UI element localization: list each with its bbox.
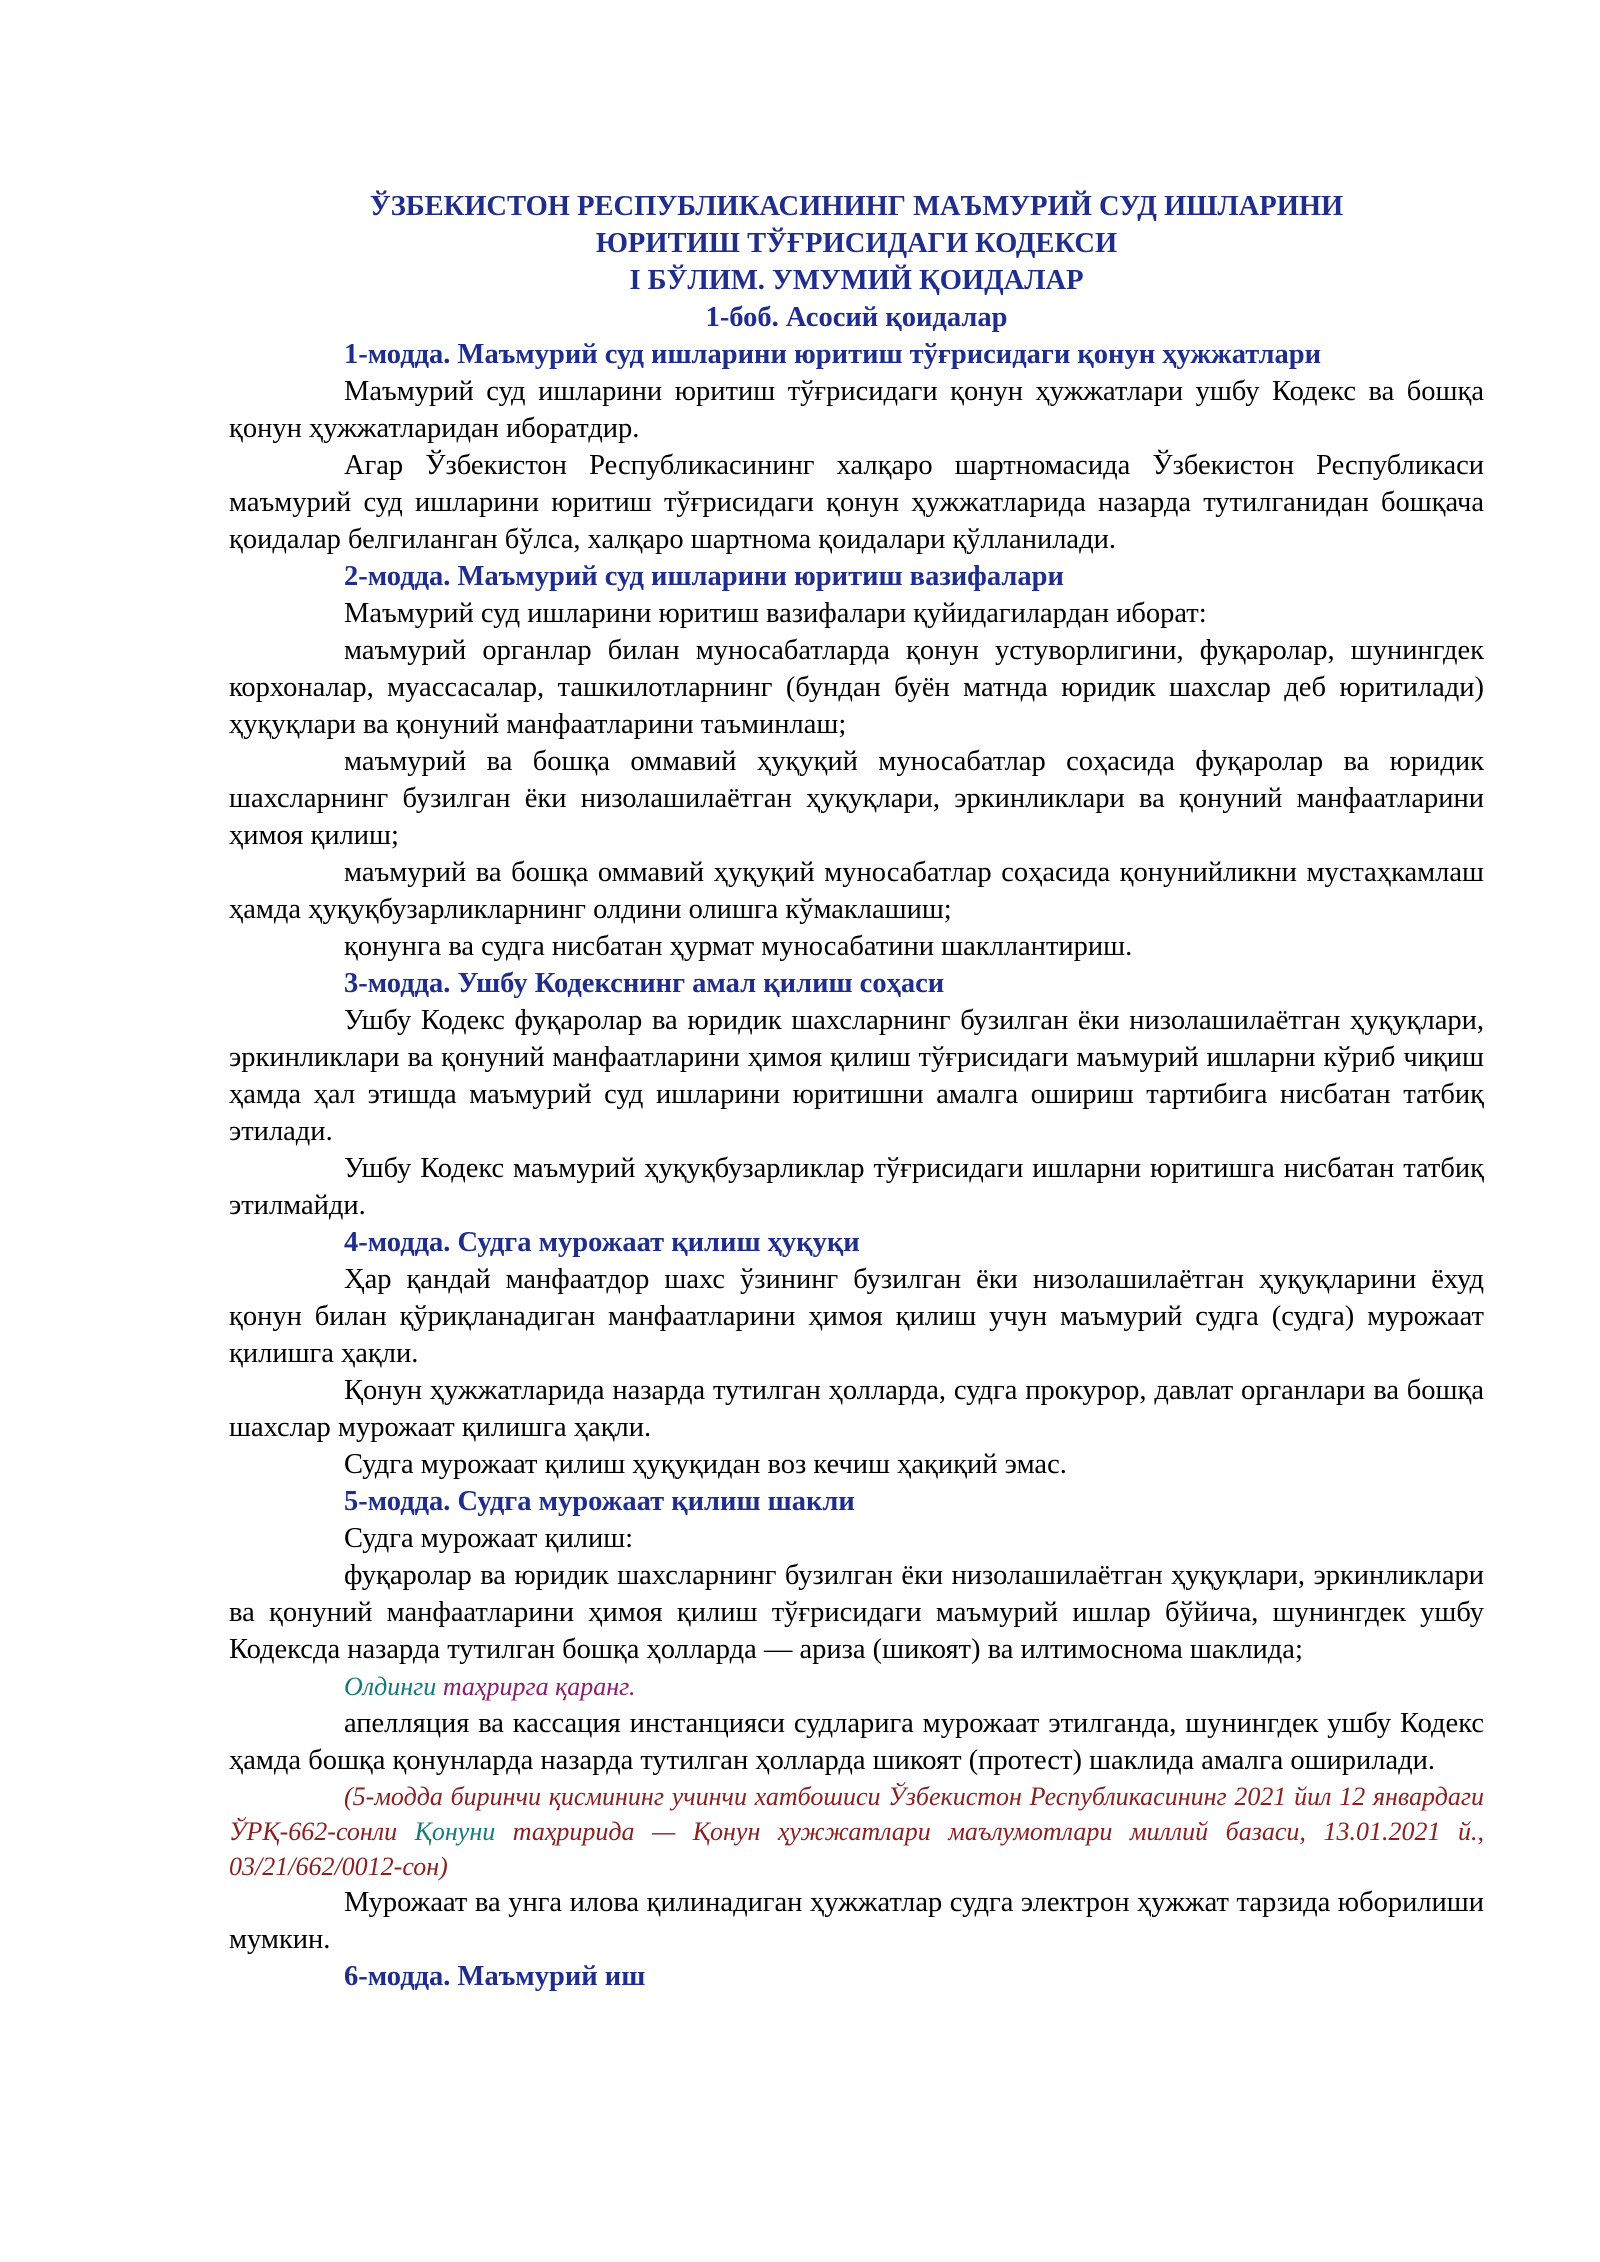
chapter-heading: 1-боб. Асосий қоидалар [705, 302, 1008, 333]
article-1-paragraph-1: Маъмурий суд ишларини юритиш тўғрисидаги қонун ҳужжатлари ушбу Кодекс ва бошқа қонун ҳужжатларидан иборатдир. [229, 376, 1484, 444]
article-3-paragraph-2: Ушбу Кодекс маъмурий ҳуқуқбузарликлар тўғрисидаги ишларни юритишга нисбатан татбиқ этилмайди. [229, 1153, 1484, 1221]
article-4-paragraph-3: Судга мурожаат қилиш ҳуқуқидан воз кечиш ҳақиқий эмас. [344, 1449, 1067, 1480]
article-3-heading: 3-модда. Ушбу Кодекснинг амал қилиш соҳаси [344, 968, 945, 999]
article-2-paragraph-1: Маъмурий суд ишларини юритиш вазифалари қуйидагилардан иборат: [344, 598, 1207, 629]
document-title-line-1: ЎЗБЕКИСТОН РЕСПУБЛИКАСИНИНГ МАЪМУРИЙ СУД ИШЛАРИНИ [369, 191, 1344, 222]
section-heading: I БЎЛИМ. УМУМИЙ ҚОИДАЛАР [629, 265, 1084, 296]
see-edition-link[interactable]: таҳрирга қаранг. [442, 1672, 636, 1701]
article-1-paragraph-2: Агар Ўзбекистон Республикасининг халқаро шартномасида Ўзбекистон Республикаси маъмурий суд ишларини юритиш тўғрисидаги қонун ҳужжатларида назарда тутилганидан бошқача қоидалар белгиланган бўлса, халқаро шартнома қоидалари қўлланилади. [229, 450, 1484, 555]
article-5-paragraph-2: фуқаролар ва юридик шахсларнинг бузилган ёки низолашилаётган ҳуқуқлари, эркинликлари ва қонуний манфаатларини ҳимоя қилиш тўғрисидаги маъмурий ишлар бўйича, шунингдек ушбу Кодексда назарда тутилган бошқа ҳолларда — ариза (шикоят) ва илтимоснома шаклида; [229, 1560, 1484, 1665]
article-5-paragraph-3: апелляция ва кассация инстанцияси судларига мурожаат этилганда, шунингдек ушбу Кодекс ҳамда бошқа қонунларда назарда тутилган ҳолларда шикоят (протест) шаклида амалга оширилади. [229, 1708, 1484, 1776]
article-5-paragraph-4: Мурожаат ва унга илова қилинадиган ҳужжатлар судга электрон ҳужжат тарзида юборилиши мумкин. [229, 1887, 1484, 1955]
amendment-text-before: (5-модда биринчи қисмининг учинчи хатбошиси Ўзбекистон Республикасининг 2021 йил 12 январдаги ЎРҚ-662-сонли [229, 1782, 1484, 1846]
article-2-paragraph-4: маъмурий ва бошқа оммавий ҳуқуқий муносабатлар соҳасида қонунийликни мустаҳкамлаш ҳамда ҳуқуқбузарликларнинг олдини олишга кўмаклашиш; [229, 857, 1484, 925]
article-4-paragraph-2: Қонун ҳужжатларида назарда тутилган ҳолларда, судга прокурор, давлат органлари ва бошқа шахслар мурожаат қилишга ҳақли. [229, 1375, 1484, 1443]
law-link[interactable]: Қонуни [414, 1817, 496, 1846]
previous-edition-link[interactable]: Олдинги [344, 1672, 437, 1701]
document-page [229, 188, 1484, 1995]
article-5-heading: 5-модда. Судга мурожаат қилиш шакли [344, 1486, 855, 1517]
amendment-note [229, 1779, 1484, 1884]
article-3-paragraph-1: Ушбу Кодекс фуқаролар ва юридик шахсларнинг бузилган ёки низолашилаётган ҳуқуқлари, эркинликлари ва қонуний манфаатларини ҳимоя қилиш тўғрисидаги маъмурий ишларни кўриб чиқиш ҳамда ҳал этишда маъмурий суд ишларини юритишни амалга ошириш тартибига нисбатан татбиқ этилади. [229, 1005, 1484, 1147]
article-1-heading: 1-модда. Маъмурий суд ишларини юритиш тўғрисидаги қонун ҳужжатлари [344, 339, 1322, 370]
article-5-paragraph-1: Судга мурожаат қилиш: [344, 1523, 634, 1554]
article-2-paragraph-2: маъмурий органлар билан муносабатларда қонун устуворлигини, фуқаролар, шунингдек корхоналар, муассасалар, ташкилотларнинг (бундан буён матнда юридик шахслар деб юритилади) ҳуқуқлари ва қонуний манфаатларини таъминлаш; [229, 635, 1484, 740]
amendment-text-after: таҳририда — Қонун ҳужжатлари маълумотлари миллий базаси, 13.01.2021 й., 03/21/662/0012-сон) [229, 1817, 1484, 1881]
article-2-paragraph-5: қонунга ва судга нисбатан ҳурмат муносабатини шакллантириш. [344, 931, 1133, 962]
article-4-heading: 4-модда. Судга мурожаат қилиш ҳуқуқи [344, 1227, 860, 1258]
document-title-line-2: ЮРИТИШ ТЎҒРИСИДАГИ КОДЕКСИ [595, 228, 1118, 259]
article-4-paragraph-1: Ҳар қандай манфаатдор шахс ўзининг бузилган ёки низолашилаётган ҳуқуқларини ёхуд қонун билан қўриқланадиган манфаатларини ҳимоя қилиш учун маъмурий судга (судга) мурожаат қилишга ҳақли. [229, 1264, 1484, 1369]
previous-edition-note [229, 1668, 1484, 1705]
article-2-paragraph-3: маъмурий ва бошқа оммавий ҳуқуқий муносабатлар соҳасида фуқаролар ва юридик шахсларнинг бузилган ёки низолашилаётган ҳуқуқлари, эркинликлари ва қонуний манфаатларини ҳимоя қилиш; [229, 746, 1484, 851]
article-6-heading: 6-модда. Маъмурий иш [344, 1961, 646, 1992]
article-2-heading: 2-модда. Маъмурий суд ишларини юритиш вазифалари [344, 561, 1064, 592]
